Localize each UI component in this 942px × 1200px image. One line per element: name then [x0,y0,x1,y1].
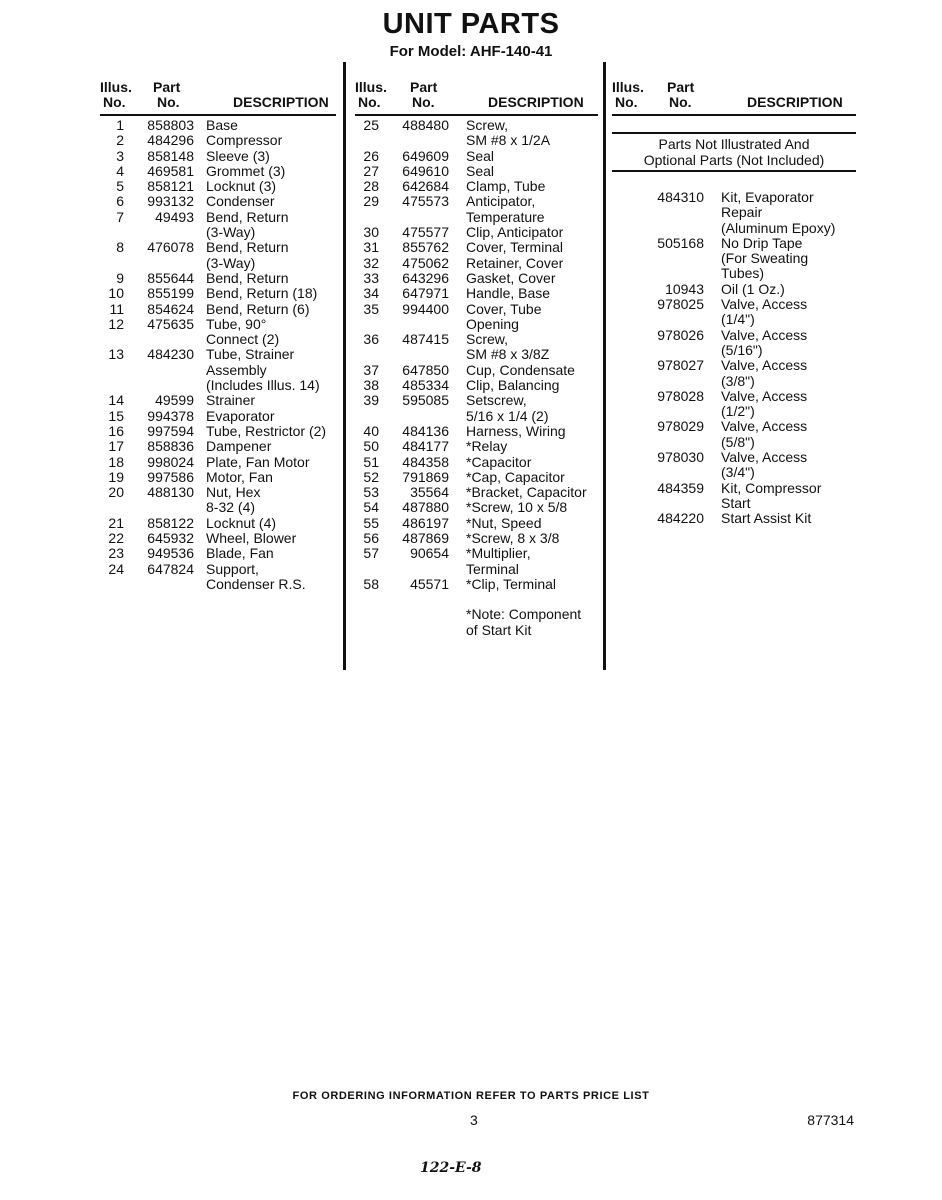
part-row [100,118,336,133]
part-number: 505168 [657,234,704,251]
part-description: Start Assist Kit [721,510,812,527]
part-number: 978027 [657,357,704,374]
part-description: Anticipator, Temperature [466,193,545,225]
column-header [612,80,856,114]
document-number: 877314 [807,1112,854,1128]
part-description: Seal [466,162,495,179]
part-number: 485334 [402,377,449,394]
part-row [355,500,598,515]
part-row [355,424,598,439]
part-number: 487880 [402,499,449,516]
illus-number: 39 [363,392,379,409]
description-header: DESCRIPTION [488,94,584,110]
illus-number: 13 [108,346,124,363]
part-number: 997586 [147,468,194,485]
illus-number: 10 [108,285,124,302]
part-number: 484136 [402,422,449,439]
part-row [612,190,856,236]
part-row [355,286,598,301]
part-row [100,194,336,209]
part-row [100,240,336,271]
part-description: Motor, Fan [206,468,273,485]
part-row [612,389,856,420]
part-description: Tube, 90° Connect (2) [206,315,280,348]
part-number: 854624 [147,300,194,317]
part-row [100,271,336,286]
illus-number: 36 [363,331,379,348]
column-header [100,80,336,114]
part-row [355,332,598,363]
start-kit-note: *Note: Component of Start Kit [466,606,582,638]
illus-number: 3 [116,147,124,164]
part-description: Kit, Compressor Start [721,479,822,511]
part-number: 997594 [147,422,194,439]
part-header-no: No. [412,94,435,110]
illus-number: 12 [108,315,124,332]
part-number: 475062 [402,254,449,271]
part-row [355,149,598,164]
illus-number: 32 [363,254,379,271]
illus-number: 58 [363,575,379,592]
illus-header: Illus. [355,79,387,95]
part-row [100,546,336,561]
part-description: Grommet (3) [206,162,286,179]
illus-number: 50 [363,438,379,455]
illus-number: 18 [108,453,124,470]
part-description: Compressor [206,132,283,149]
part-number: 10943 [665,280,704,297]
part-row [355,164,598,179]
part-description: Bend, Return [206,269,289,286]
part-row [355,439,598,454]
part-description: Cover, Terminal [466,239,564,256]
illus-number: 34 [363,285,379,302]
part-number: 475577 [402,224,449,241]
part-description: Sleeve (3) [206,147,270,164]
part-number: 484358 [402,453,449,470]
illus-number: 57 [363,545,379,562]
description-header: DESCRIPTION [747,94,843,110]
part-description: Seal [466,147,495,164]
parts-column-3 [612,80,856,527]
part-row [100,210,336,241]
part-row [355,256,598,271]
part-row [355,363,598,378]
part-row [355,485,598,500]
illus-header: Illus. [612,79,644,95]
part-row [100,470,336,485]
part-number: 978030 [657,449,704,466]
part-row [100,149,336,164]
part-description: Evaporator [206,407,275,424]
part-row [355,302,598,333]
illus-number: 52 [363,468,379,485]
part-row [355,516,598,531]
part-number: 643296 [402,269,449,286]
part-number: 858836 [147,438,194,455]
part-number: 486197 [402,514,449,531]
part-description: Bend, Return (18) [206,285,318,302]
handwritten-annotation: 122-E-8 [420,1160,482,1176]
header-rule [100,114,336,116]
illus-number: 5 [116,178,124,195]
part-description: Harness, Wiring [466,422,566,439]
part-number: 978029 [657,418,704,435]
illus-number: 55 [363,514,379,531]
part-description: Cup, Condensate [466,361,575,378]
part-row [100,164,336,179]
part-row [100,424,336,439]
illus-number: 28 [363,178,379,195]
part-number: 649609 [402,147,449,164]
parts-list [355,118,598,592]
part-description: *Screw, 10 x 5/8 [466,499,568,516]
part-description: *Cap, Capacitor [466,468,565,485]
illus-number: 11 [109,300,124,317]
illus-number: 14 [108,392,124,409]
header-rule [355,114,598,116]
illus-number: 20 [108,484,124,501]
part-number: 476078 [147,239,194,256]
part-number: 994378 [147,407,194,424]
illus-number: 15 [108,407,124,424]
part-description: Tube, Strainer Assembly (Includes Illus. 14) [206,346,320,394]
page-number: 3 [470,1112,478,1128]
part-description: *Relay [466,438,508,455]
part-row [355,455,598,470]
part-number: 90654 [410,545,449,562]
part-row [355,531,598,546]
illus-number: 35 [363,300,379,317]
part-number: 45571 [410,575,449,592]
part-number: 855762 [402,239,449,256]
illus-number: 37 [363,361,379,378]
part-number: 475573 [402,193,449,210]
part-description: *Clip, Terminal [466,575,556,592]
illus-number: 33 [363,269,379,286]
illus-number: 17 [108,438,124,455]
part-row [100,531,336,546]
part-row [612,236,856,282]
illus-number: 40 [363,422,379,439]
part-description: Clip, Anticipator [466,224,564,241]
part-number: 484296 [147,132,194,149]
parts-column-2 [355,80,598,638]
illus-number: 2 [116,132,124,149]
part-description: Bend, Return (6) [206,300,310,317]
part-description: Screw, SM #8 x 3/8Z [466,331,550,363]
part-row [100,562,336,593]
part-header-no: No. [669,94,692,110]
illus-number: 4 [116,162,124,179]
part-row [612,282,856,297]
part-number: 858148 [147,147,194,164]
part-description: Strainer [206,392,256,409]
part-number: 484220 [657,510,704,527]
part-description: Dampener [206,438,272,455]
part-row [100,302,336,317]
part-row [100,347,336,393]
part-row [100,516,336,531]
illus-number: 16 [108,422,124,439]
part-row [355,378,598,393]
part-row [100,286,336,301]
ordering-info: FOR ORDERING INFORMATION REFER TO PARTS PRICE LIST [292,1090,650,1102]
part-row [355,470,598,485]
part-row [100,485,336,516]
part-number: 855644 [147,269,194,286]
part-row [612,419,856,450]
model-subtitle: For Model: AHF-140-41 [389,43,553,60]
part-description: Base [206,117,238,133]
part-number: 978026 [657,326,704,343]
illus-number: 7 [116,208,124,225]
part-number: 484359 [657,479,704,496]
illus-number: 56 [363,530,379,547]
part-row [355,577,598,592]
part-number: 998024 [147,453,194,470]
group-rule-top [612,132,856,134]
description-header: DESCRIPTION [233,94,329,110]
illus-number: 54 [363,499,379,516]
illus-number: 1 [116,117,124,133]
optional-parts-list [612,190,856,527]
part-description: Bend, Return (3-Way) [206,239,289,271]
part-number: 487869 [402,530,449,547]
part-row [100,179,336,194]
part-number: 647971 [402,285,449,302]
part-row [612,358,856,389]
illus-number: 8 [116,239,124,256]
part-description: *Nut, Speed [466,514,542,531]
illus-header-no: No. [103,94,126,110]
part-number: 791869 [402,468,449,485]
part-header: Part [153,79,181,95]
illus-number: 24 [108,560,124,577]
part-number: 488130 [147,484,194,501]
illus-number: 19 [108,468,124,485]
part-number: 35564 [410,484,449,501]
column-divider-1 [343,62,346,670]
part-description: Blade, Fan [206,545,274,562]
illus-number: 27 [363,162,379,179]
illus-number: 29 [363,193,379,210]
part-row [355,179,598,194]
part-description: *Multiplier, Terminal [466,545,531,577]
part-row [355,271,598,286]
part-description: Valve, Access (3/4") [721,449,808,481]
illus-number: 38 [363,377,379,394]
part-row [612,328,856,359]
part-number: 855199 [147,285,194,302]
part-number: 49493 [155,208,194,225]
part-number: 649610 [402,162,449,179]
illus-number: 30 [363,224,379,241]
illus-number: 9 [116,269,124,286]
part-row [355,393,598,424]
illus-number: 21 [108,514,124,531]
part-description: *Capacitor [466,453,532,470]
optional-parts-heading: Parts Not Illustrated And Optional Parts (Not Included) [643,136,825,168]
illus-number: 25 [363,117,379,133]
part-description: Clamp, Tube [466,178,546,195]
part-row [355,194,598,225]
part-description: No Drip Tape (For Sweating Tubes) [721,234,809,282]
part-description: Valve, Access (1/4") [721,296,808,328]
illus-header-no: No. [358,94,381,110]
part-header: Part [410,79,438,95]
illus-number: 51 [363,453,379,470]
part-number: 484230 [147,346,194,363]
illus-number: 53 [363,484,379,501]
illus-number: 6 [116,193,124,210]
part-description: Valve, Access (1/2") [721,387,808,420]
part-row [355,546,598,577]
part-row [612,297,856,328]
part-row [355,225,598,240]
part-number: 475635 [147,315,194,332]
part-number: 949536 [147,545,194,562]
part-description: Nut, Hex 8-32 (4) [206,484,261,516]
column-header [355,80,598,114]
part-number: 484177 [402,438,449,455]
part-description: Plate, Fan Motor [206,453,310,470]
part-number: 595085 [402,392,449,409]
parts-list [100,118,336,592]
part-row [100,455,336,470]
part-row [612,481,856,512]
column-divider-2 [603,62,606,670]
part-row [100,409,336,424]
illus-number: 31 [363,239,379,256]
illus-header: Illus. [100,79,132,95]
part-number: 858122 [147,514,194,531]
illus-number: 23 [108,545,124,562]
part-row [612,511,856,526]
part-row [100,133,336,148]
part-number: 642684 [402,178,449,195]
part-description: Oil (1 Oz.) [721,280,785,297]
part-number: 488480 [402,117,449,133]
part-header-no: No. [157,94,180,110]
part-description: Valve, Access (5/16") [721,326,808,358]
part-number: 994400 [402,300,449,317]
part-description: Handle, Base [466,285,551,302]
part-row [355,240,598,255]
part-description: Cover, Tube Opening [466,300,542,332]
part-description: Kit, Evaporator Repair (Aluminum Epoxy) [721,189,836,236]
part-row [100,317,336,348]
part-description: Valve, Access (3/8") [721,357,808,389]
part-row [100,439,336,454]
part-number: 49599 [155,392,194,409]
part-description: Valve, Access (5/8") [721,418,808,450]
part-number: 647824 [147,560,194,577]
part-number: 978028 [657,387,704,404]
part-header: Part [667,79,695,95]
part-description: Retainer, Cover [466,254,564,271]
part-number: 993132 [147,193,194,210]
part-number: 647850 [402,361,449,378]
part-number: 469581 [147,162,194,179]
illus-header-no: No. [615,94,638,110]
part-number: 487415 [402,331,449,348]
part-description: Clip, Balancing [466,377,560,394]
part-description: Support, Condenser R.S. [206,560,306,592]
part-row [355,118,598,149]
part-description: Locknut (4) [206,514,277,531]
part-row [612,450,856,481]
part-description: *Screw, 8 x 3/8 [466,530,560,547]
part-description: Tube, Restrictor (2) [206,422,327,439]
part-description: Gasket, Cover [466,269,556,286]
part-description: Screw, SM #8 x 1/2A [466,117,551,149]
part-number: 645932 [147,530,194,547]
part-description: Wheel, Blower [206,530,297,547]
parts-column-1 [100,80,336,592]
part-description: Setscrew, 5/16 x 1/4 (2) [466,392,549,424]
part-row [100,393,336,408]
illus-number: 26 [363,147,379,164]
part-number: 978025 [657,296,704,313]
illus-number: 22 [108,530,124,547]
page-title: UNIT PARTS [382,8,560,40]
part-number: 858803 [147,117,194,133]
part-number: 858121 [147,178,194,195]
part-number: 484310 [657,189,704,205]
part-description: *Bracket, Capacitor [466,484,587,501]
part-description: Condenser [206,193,275,210]
part-description: Bend, Return (3-Way) [206,208,289,241]
part-description: Locknut (3) [206,178,277,195]
